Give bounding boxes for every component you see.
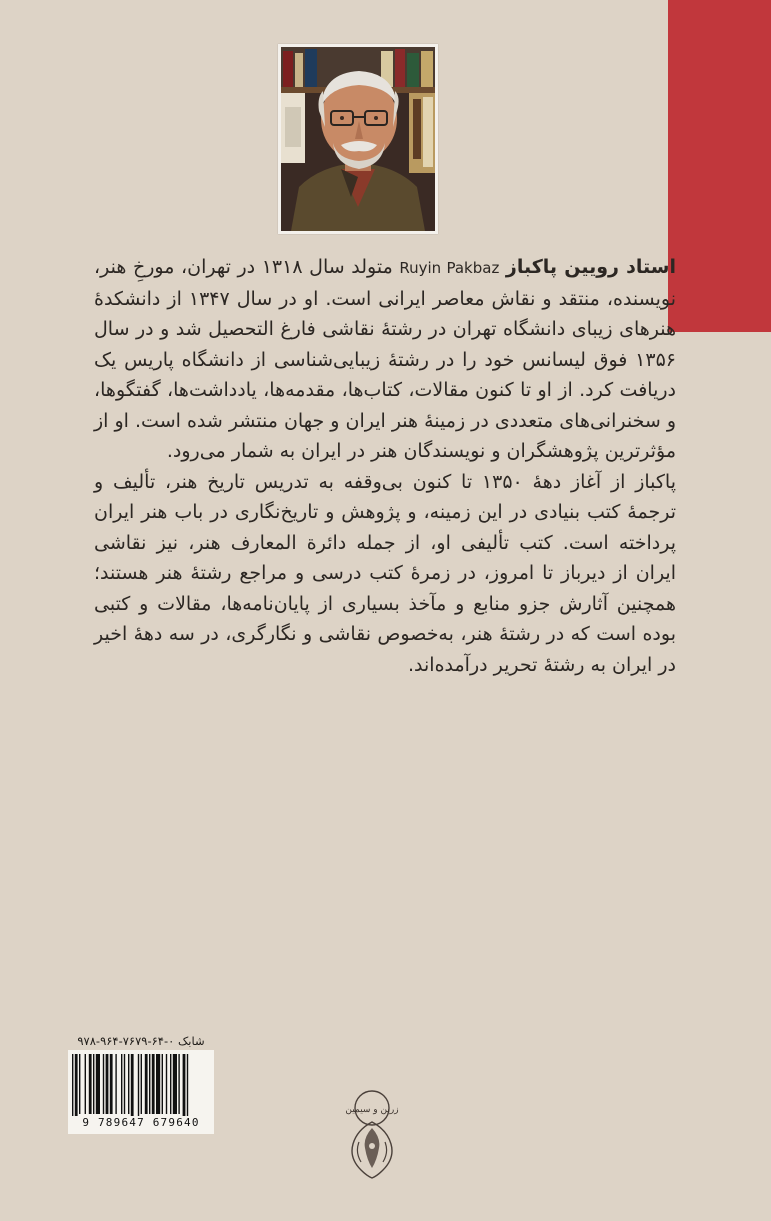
red-accent-band bbox=[668, 0, 771, 332]
barcode-bar bbox=[79, 1054, 80, 1114]
barcode-bar bbox=[128, 1054, 129, 1114]
isbn-label: شابک ۰-۶۴-۷۶۷۹-۹۶۴-۹۷۸ bbox=[77, 1034, 205, 1048]
bio-paragraph-2: پاکباز از آغاز دههٔ ۱۳۵۰ تا کنون بی‌وقفه به تدریس تاریخ هنر، تألیف و ترجمهٔ کتب بنیادی در این زمینه، و پژوهش و تاریخ‌نگاری در باب هنر ایران پرداخته است. کتب تألیفی او، از جمله دائرة المعارف هنر، نیز نقاشی ایران از دیرباز تا امروز، در زمرهٔ کتب درسی و مراجع رشتهٔ هنر هستند؛ همچنین آثارش جزو منابع و مآخذ بسیاری از پایان‌نامه‌ها، مقالات و کتبی بوده است که در رشتهٔ هنر، به‌خصوص نقاشی و نگارگری، در سه دههٔ اخیر در ایران به رشتهٔ تحریر درآمده‌اند. bbox=[94, 470, 677, 676]
barcode-bar bbox=[152, 1054, 155, 1114]
barcode-bar bbox=[89, 1054, 92, 1114]
barcode-bar bbox=[138, 1054, 139, 1120]
bio-paragraph-1-text: متولد سال ۱۳۱۸ در تهران، مورخِ هنر، نویسنده، منتقد و نقاش معاصر ایرانی است. او در سال ۱۳۴۷ از دانشکدهٔ هنرهای زیبای دانشگاه تهران در رشتهٔ نقاشی فارغ التحصیل شد و در سال ۱۳۵۶ فوق لیسانس خود را در رشتهٔ زیبایی‌شناسی از دانشگاه پاریس یک دریافت کرد. از او تا کنون مقالات، کتاب‌ها، مقدمه‌ها، یادداشت‌ها، گفتگوها، و سخنرانی‌های متعددی در زمینهٔ هنر ایران و جهان منتشر شده است. او از مؤثرترین پژوهشگران و نویسندگان هنر در ایران به شمار می‌رود. bbox=[94, 256, 676, 462]
barcode-bar bbox=[75, 1054, 78, 1120]
barcode-bar bbox=[178, 1054, 179, 1114]
barcode-bar bbox=[115, 1054, 116, 1114]
barcode-bar bbox=[85, 1054, 86, 1114]
barcode-bar bbox=[93, 1054, 94, 1114]
barcode-bar bbox=[173, 1054, 177, 1114]
barcode-bar bbox=[141, 1054, 142, 1114]
barcode-bar bbox=[166, 1054, 167, 1114]
barcode-bar bbox=[110, 1054, 113, 1114]
barcode-bar bbox=[103, 1054, 104, 1114]
barcode-bar bbox=[121, 1054, 122, 1114]
author-biography bbox=[94, 252, 676, 680]
author-name-latin: Ruyin Pakbaz bbox=[399, 259, 500, 277]
author-photo bbox=[278, 44, 438, 234]
bio-paragraph-1 bbox=[94, 252, 676, 467]
barcode-bar bbox=[131, 1054, 134, 1120]
barcode-bar bbox=[156, 1054, 160, 1114]
barcode-bar bbox=[96, 1054, 100, 1114]
barcode-bar bbox=[72, 1054, 73, 1120]
barcode-bar bbox=[106, 1054, 109, 1114]
barcode-bar bbox=[170, 1054, 171, 1114]
barcode-bar bbox=[145, 1054, 148, 1114]
publisher-logo-text: زرین و سیمین bbox=[345, 1105, 399, 1115]
barcode-bar bbox=[162, 1054, 163, 1114]
publisher-emblem-icon bbox=[333, 1088, 411, 1180]
barcode-bar bbox=[149, 1054, 150, 1114]
barcode-bar bbox=[187, 1054, 188, 1120]
barcode-bar bbox=[183, 1054, 186, 1120]
barcode-bar bbox=[124, 1054, 125, 1114]
barcode-digits: 9 789647 679640 bbox=[68, 1116, 214, 1132]
author-name: استاد رویین پاکباز bbox=[505, 256, 676, 278]
